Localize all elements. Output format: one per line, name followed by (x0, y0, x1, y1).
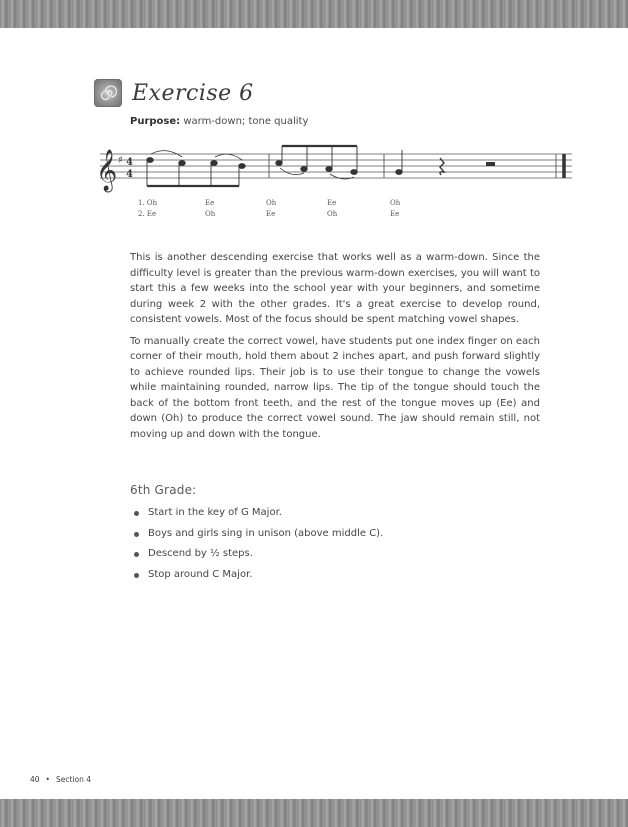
lyric: Oh (327, 210, 338, 218)
purpose-text: warm-down; tone quality (183, 116, 309, 127)
half-rest-icon (486, 162, 495, 166)
grade-heading: 6th Grade: (130, 483, 197, 497)
exercise-title: Exercise 6 (132, 80, 254, 106)
purpose-line (130, 116, 308, 127)
lyrics-block (138, 199, 438, 221)
lyric: Oh (266, 199, 277, 207)
measure-1 (147, 151, 245, 186)
exercise-header (94, 76, 254, 110)
paragraph: This is another descending exercise that works well as a warm-down. Since the difficulty level is greater than the previous warm-down exercises, you will want to start this a few weeks into the school year with your beginners, and sometime during week 2 with the other grades. It's a great exercise to develop round, consistent vowels. Most of the focus should be spent matching vowel shapes. (130, 252, 540, 325)
list-item (134, 565, 383, 586)
list-item (134, 503, 383, 524)
time-signature-bottom: 4 (126, 169, 133, 180)
purpose-label: Purpose: (130, 116, 181, 127)
lyric: Oh (390, 199, 401, 207)
lyrics-verse-1 (138, 199, 438, 210)
bullet-icon (134, 511, 139, 516)
list-item-text: Start in the key of G Major. (148, 507, 282, 518)
lyric: Ee (327, 199, 337, 207)
lyric: Oh (205, 210, 216, 218)
lyric: Ee (390, 210, 400, 218)
music-staff (94, 142, 579, 194)
list-item-text: Stop around C Major. (148, 568, 253, 580)
swirl-icon (94, 79, 122, 107)
page-footer (30, 775, 91, 784)
bullet-icon (134, 573, 139, 578)
page-number: 40 (30, 775, 40, 784)
footer-separator: • (45, 775, 50, 784)
staff-lines (100, 154, 572, 178)
list-item (134, 524, 383, 545)
time-signature-top: 4 (126, 157, 133, 168)
bullet-icon (134, 552, 139, 557)
body-text (130, 250, 540, 448)
lyric: 1. Oh (138, 199, 158, 207)
sharp-icon: ♯ (118, 155, 123, 166)
list-item (134, 544, 383, 565)
lyric: Ee (266, 210, 276, 218)
paragraph: To manually create the correct vowel, have students put one index finger on each corner of their mouth, hold them about 2 inches apart, and push forward slightly to achieve rounded lips. Their job is to use their tongue to change the vowels while maintaining rounded, narrow lips. The tip of the tongue should touch the back of the bottom front teeth, and the rest of the tongue moves up (Ee) and down (Oh) to produce the correct vowel sound. The jaw should remain still, not moving up and down with the tongue. (130, 335, 540, 440)
quarter-rest-icon (440, 158, 444, 175)
lyric: Ee (205, 199, 215, 207)
lyric: 2. Ee (138, 210, 157, 218)
measure-2 (276, 146, 357, 179)
bottom-border-band (0, 799, 628, 827)
treble-clef-icon: 𝄞 (96, 150, 118, 191)
bullet-icon (134, 532, 139, 537)
section-label: Section 4 (55, 775, 92, 784)
lyrics-verse-2 (138, 210, 438, 221)
list-item-text: Boys and girls sing in unison (above middle C). (148, 527, 384, 539)
top-border-band (0, 0, 628, 28)
list-item-text: Descend by ½ steps. (148, 548, 253, 559)
grade-list (134, 503, 383, 585)
